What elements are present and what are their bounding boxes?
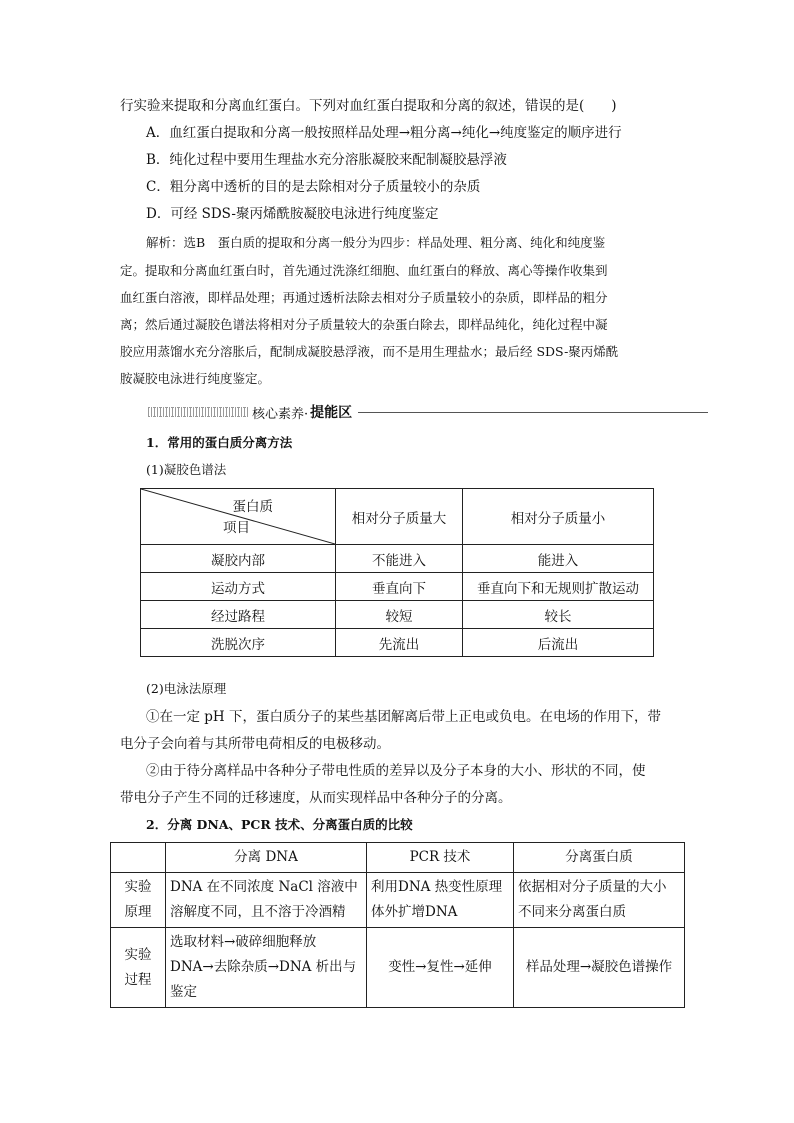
banner-rule: [358, 412, 708, 413]
table-cell: [166, 928, 367, 1008]
corner-cell: [111, 843, 166, 873]
section1-sub2: (2)电泳法原理: [146, 681, 227, 696]
option-a: A．血红蛋白提取和分离一般按照样品处理→粗分离→纯化→纯度鉴定的顺序进行: [146, 125, 622, 141]
cell-line: 选取材料→破碎细胞释放: [170, 934, 317, 950]
cell-line: 依据相对分子质量的大小: [518, 879, 667, 895]
table-row: [141, 601, 654, 629]
col-header: 相对分子质量小: [463, 489, 654, 545]
banner-dots: [148, 407, 248, 417]
banner-emphasis: 提能区: [310, 405, 353, 421]
row-label: 洗脱次序: [141, 629, 336, 657]
section1-sub1: (1)凝胶色谱法: [146, 462, 227, 477]
row-label: 经过路程: [141, 601, 336, 629]
paragraph-line: ②由于待分离样品中各种分子带电性质的差异以及分子本身的大小、形状的不同，使: [146, 763, 646, 779]
col-header: PCR 技术: [367, 843, 514, 873]
table-cell: 变性→复性→延伸: [367, 928, 514, 1008]
table-cell: [166, 873, 367, 928]
paragraph-line: ①在一定 pH 下，蛋白质分子的某些基团解离后带上正电或负电。在电场的作用下，带: [146, 709, 661, 725]
analysis-line: 胶应用蒸馏水充分溶胀后，配制成凝胶悬浮液，而不是用生理盐水；最后经 SDS-聚丙烯酰: [120, 344, 619, 359]
row-label-line: 原理: [124, 904, 152, 920]
section2-heading: 2．分离 DNA、PCR 技术、分离蛋白质的比较: [146, 817, 413, 832]
analysis-line: 胺凝胶电泳进行纯度鉴定。: [120, 371, 271, 386]
cell-line: 溶解度不同，且不溶于冷酒精: [170, 904, 346, 920]
section1-heading: 1．常用的蛋白质分离方法: [146, 435, 293, 450]
table-cell: [367, 873, 514, 928]
row-label: 凝胶内部: [141, 545, 336, 573]
table-cell: 垂直向下和无规则扩散运动: [463, 573, 654, 601]
corner-bottom: 项目: [223, 520, 250, 536]
cell-line: DNA→去除杂质→DNA 析出与: [170, 959, 357, 975]
option-d: D．可经 SDS-聚丙烯酰胺凝胶电泳进行纯度鉴定: [146, 206, 439, 222]
table-header-row: [141, 489, 654, 545]
table-cell: 后流出: [463, 629, 654, 657]
col-header: 相对分子质量大: [336, 489, 463, 545]
table-cell: 不能进入: [336, 545, 463, 573]
table-cell: 先流出: [336, 629, 463, 657]
table-row: [111, 928, 685, 1008]
row-label: 运动方式: [141, 573, 336, 601]
table-cell: [514, 873, 685, 928]
paragraph-line: 带电分子产生不同的迁移速度，从而实现样品中各种分子的分离。: [120, 790, 512, 806]
analysis-line: 血红蛋白溶液，即样品处理；再通过透析法除去相对分子质量较小的杂质，即样品的粗分: [120, 290, 608, 305]
col-header: 分离 DNA: [166, 843, 367, 873]
row-label-line: 实验: [124, 946, 152, 963]
comparison-table: [110, 842, 685, 1008]
corner-top: 蛋白质: [232, 499, 273, 515]
cell-line: 鉴定: [170, 984, 197, 1000]
banner-label: 核心素养·: [252, 406, 309, 422]
cell-line: 利用DNA 热变性原理: [371, 879, 503, 895]
option-b: B．纯化过程中要用生理盐水充分溶胀凝胶来配制凝胶悬浮液: [146, 152, 507, 168]
option-c: C．粗分离中透析的目的是去除相对分子质量较小的杂质: [146, 179, 481, 195]
row-label-line: 过程: [124, 971, 152, 988]
cell-line: DNA 在不同浓度 NaCl 溶液中: [170, 879, 358, 895]
table-cell: 较长: [463, 601, 654, 629]
question-stem: 行实验来提取和分离血红蛋白。下列对血红蛋白提取和分离的叙述，错误的是( ): [120, 98, 617, 114]
table-row: [141, 573, 654, 601]
row-label: [111, 928, 166, 1008]
table-row: [141, 545, 654, 573]
table-cell: 样品处理→凝胶色谱操作: [514, 928, 685, 1008]
analysis-line: 定。提取和分离血红蛋白时，首先通过洗涤红细胞、血红蛋白的释放、离心等操作收集到: [120, 263, 608, 278]
col-header: 分离蛋白质: [514, 843, 685, 873]
table-cell: 能进入: [463, 545, 654, 573]
table-row: [111, 873, 685, 928]
analysis-line: 离；然后通过凝胶色谱法将相对分子质量较大的杂蛋白除去，即样品纯化，纯化过程中凝: [120, 317, 608, 332]
paragraph-line: 电分子会向着与其所带电荷相反的电极移动。: [120, 736, 390, 752]
table-row: [141, 629, 654, 657]
gel-chromatography-table: [140, 488, 654, 657]
table-cell: 较短: [336, 601, 463, 629]
analysis-line: 解析：选B 蛋白质的提取和分离一般分为四步：样品处理、粗分离、纯化和纯度鉴: [146, 235, 606, 250]
row-label: [111, 873, 166, 928]
cell-line: 体外扩增DNA: [371, 904, 458, 920]
corner-cell: [141, 489, 336, 545]
cell-line: 不同来分离蛋白质: [518, 904, 626, 920]
section-banner: [148, 402, 708, 422]
table-cell: 垂直向下: [336, 573, 463, 601]
table-header-row: [111, 843, 685, 873]
row-label-line: 实验: [124, 879, 152, 895]
